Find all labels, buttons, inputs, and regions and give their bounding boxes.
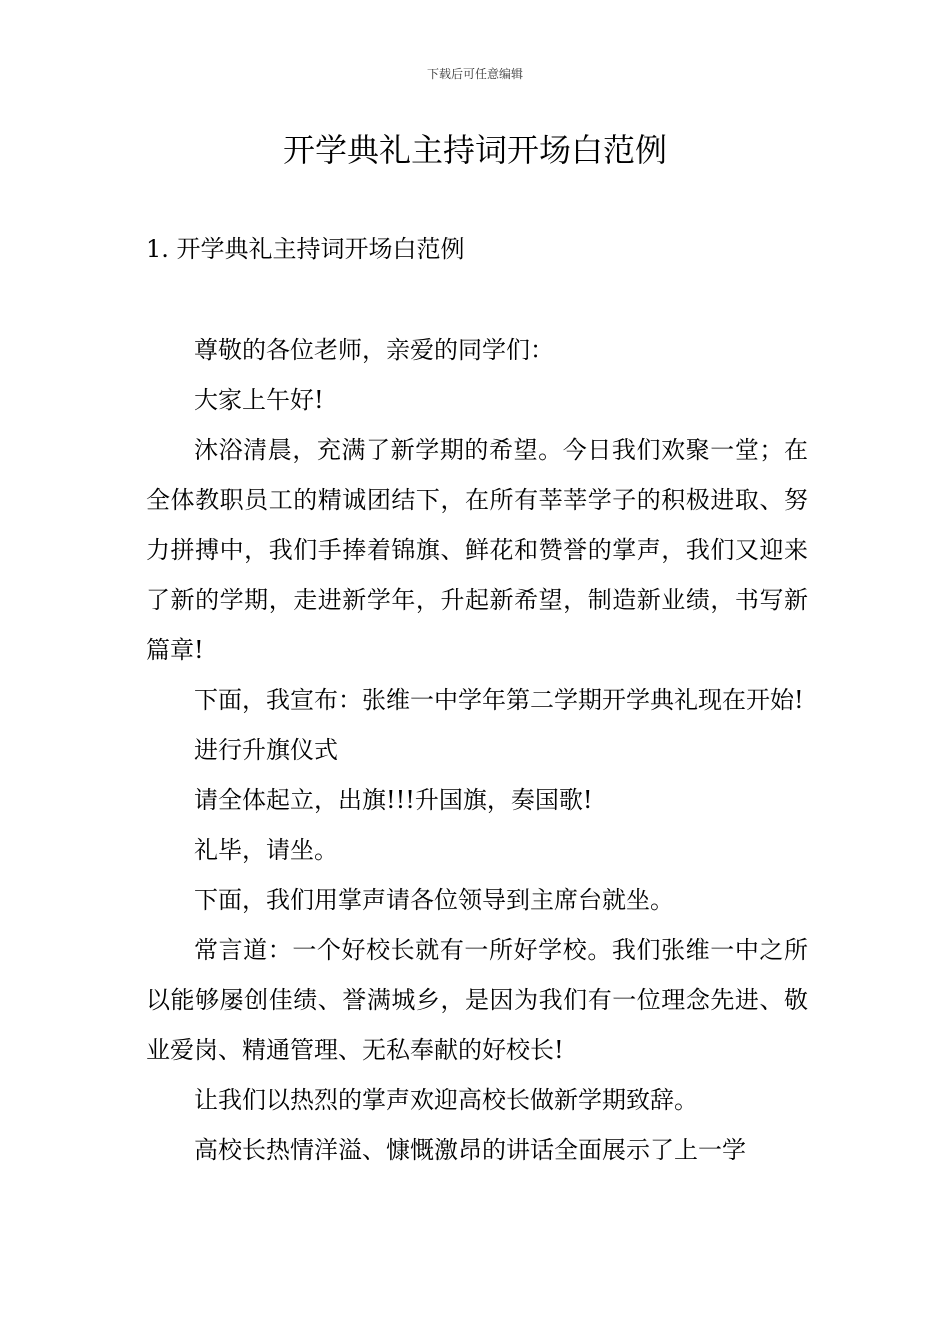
paragraph-welcome-speech: 让我们以热烈的掌声欢迎高校长做新学期致辞。 — [194, 1086, 698, 1114]
paragraph-speech-summary: 高校长热情洋溢、慷慨激昂的讲话全面展示了上一学 — [194, 1136, 746, 1164]
document-title: 开学典礼主持词开场白范例 — [282, 131, 667, 169]
paragraph-stand-up: 请全体起立，出旗!!!升国旗，奏国歌! — [194, 786, 593, 814]
paragraph-sit-down: 礼毕，请坐。 — [194, 836, 338, 864]
section-heading: 1. 开学典礼主持词开场白范例 — [146, 235, 465, 263]
paragraph-opening: 沐浴清晨，充满了新学期的希望。今日我们欢聚一堂；在全体教职员工的精诚团结下，在所有莘莘学子的积极进取、努力拼搏中，我们手捧着锦旗、鲜花和赞誉的掌声，我们又迎来了新的学期，走进新学年，升起新希望，制造新业绩，书写新篇章! — [146, 436, 808, 664]
paragraph-greeting: 尊敬的各位老师，亲爱的同学们： — [194, 336, 554, 364]
paragraph-announcement: 下面，我宣布：张维一中学年第二学期开学典礼现在开始! — [194, 686, 804, 714]
paragraph-principal: 常言道：一个好校长就有一所好学校。我们张维一中之所以能够屡创佳绩、誉满城乡，是因为我们有一位理念先进、敬业爱岗、精通管理、无私奉献的好校长! — [146, 936, 808, 1064]
paragraph-leaders: 下面，我们用掌声请各位领导到主席台就坐。 — [194, 886, 674, 914]
paragraph-good-morning: 大家上午好! — [194, 386, 324, 414]
header-note: 下载后可任意编辑 — [426, 67, 523, 81]
body-text — [146, 325, 808, 1175]
paragraph-flag-ceremony: 进行升旗仪式 — [194, 736, 338, 764]
